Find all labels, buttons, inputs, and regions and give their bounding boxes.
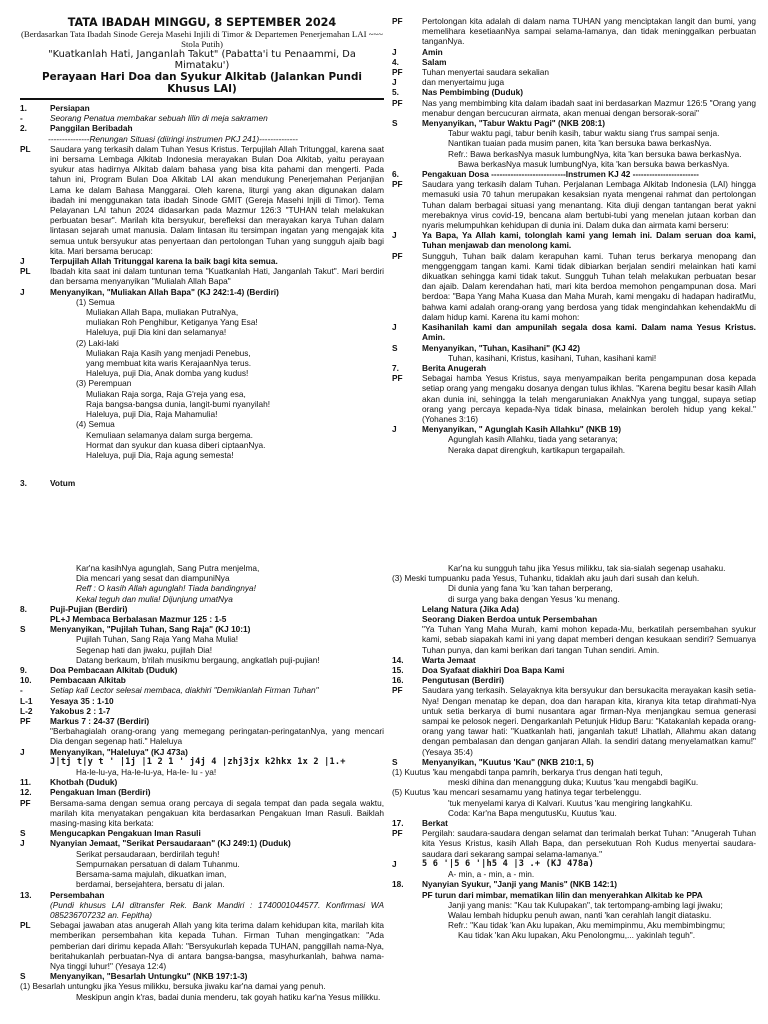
section-title: Berita Anugerah xyxy=(422,362,487,373)
bottom-right-column xyxy=(392,563,756,941)
liturgy-row xyxy=(20,696,384,706)
section-title: Khotbah (Duduk) xyxy=(50,777,118,788)
header-divider xyxy=(20,98,384,100)
liturgy-text: Sungguh, Tuhan baik dalam kerapuhan kami. Tuhan terus berkarya menopang dan menggenggam tangan kami. Kami tidak dibiarkan berjalan sendiri melainkan hati kami dikuatkan sehingga kami tidak takut. Sungguh Tuhan telah melakukan perbuatan besar dan ajaib. Dalam kerendahan hati, mari kita berdoa memohon pengampunan dosa. Mari berdoa: "Bapa Yang Maha Kuasa dan Maha Murah, kami mengaku di hadapan hadiratMu, bahwa kami adalah orang-orang yang berdosa yang tidak mengindahkan kehendakMu di dalam hidup kami. Karena itu kami mohon: xyxy=(422,250,756,322)
speaker-label: J xyxy=(392,322,397,333)
section-heading xyxy=(392,87,756,97)
speaker-label: PF xyxy=(392,97,403,108)
liturgy-text: Sebagai jawaban atas anugerah Allah yang kita terima dalam kehidupan kita, marilah kita memberikan persembahan kita kepada Tuhan. Firman Tuhan mengingatkan: "Ada pemberian dari dirimu kepada Allah: "Bersyukurlah kepada TUHAN, panggillah nama-Nya, beritahukanlah perbuatan-Nya di antara bangsa-bangsa, masyhurkanlah, bahwa nama-Nya tinggi luhur!" (Yesaya 12:4) xyxy=(50,920,384,971)
verse-line: meski dihina dan menanggung duka; Kuutus 'kau mengabdi bagiKu. xyxy=(448,777,699,788)
section-number: 5. xyxy=(392,87,399,98)
section-number: 1. xyxy=(20,103,27,113)
liturgy-row xyxy=(20,614,384,624)
speaker-label: PF xyxy=(392,67,403,78)
liturgy-text: Nas yang membimbing kita dalam ibadah saat ini berdasarkan Mazmur 126:5 "Orang yang menabur dengan bercucuran airmata, akan menuai dengan bersorak-sorai" xyxy=(422,97,756,118)
verse-line: Haleluya, puji Dia, Anak domba yang kudus! xyxy=(86,368,249,379)
liturgy-text: Mengucapkan Pengakuan Iman Rasuli xyxy=(50,828,201,839)
speaker-label: PL xyxy=(20,143,31,154)
liturgy-text: PL+J Membaca Berbalasan Mazmur 125 : 1-5 xyxy=(50,614,227,625)
motto: "Kuatkanlah Hati, Janganlah Takut" (Pabatta'i tu Penaammi, Da Mimataku') xyxy=(48,49,356,71)
verse-line: Muliakan Raja sorga, Raja G'reja yang esa, xyxy=(86,388,246,399)
verse-line: Haleluya, puji Dia, Raja agung semesta! xyxy=(86,449,234,460)
verse-line: Kau tidak 'kan Aku lupakan, Aku Penolongmu,... yakinlah teguh". xyxy=(458,930,695,941)
verse-line: Muliakan Allah Bapa, muliakan PutraNya, xyxy=(86,307,239,318)
liturgy-text: Menyanyikan, " Agunglah Kasih Allahku" (NKB 19) xyxy=(422,424,622,435)
spacer xyxy=(20,460,384,478)
notation-line xyxy=(392,859,756,869)
verse-line: (5) Kuutus 'kau mencari sesamamu yang hatinya tegar terbelenggu. xyxy=(392,787,642,798)
liturgy-text: "Ya Tuhan Yang Maha Murah, kami mohon kepada-Mu, berkatilah persembahan syukur kami, sebab siapakah kami ini yang dapat memberi dengan kesukaan sendiri? Semuanya Tuhan punya, dan kami berikan dari tangan Tuhan sendiri. Amin. xyxy=(422,624,756,655)
section-title: Pengakuan Dosa ---------------------------Instrumen KJ 42 ------------------------ xyxy=(422,169,699,180)
liturgy-row xyxy=(392,179,756,230)
section-heading xyxy=(20,665,384,675)
liturgy-row xyxy=(392,230,756,250)
page-title: TATA IBADAH MINGGU, 8 SEPTEMBER 2024 xyxy=(67,16,337,29)
section-title: Doa Pembacaan Alkitab (Duduk) xyxy=(50,665,178,676)
liturgy-text: Menyanyikan, "Tabur Waktu Pagi" (NKB 208:1) xyxy=(422,118,606,129)
verse-line: yang membuat kita waris KerajaanNya terus. xyxy=(86,358,252,369)
section-title: Puji-Pujian (Berdiri) xyxy=(50,603,128,614)
speaker-label: J xyxy=(20,286,25,297)
verse-line: Tuhan, kasihani, Kristus, kasihani, Tuhan, kasihani kami! xyxy=(448,352,657,363)
liturgy-text: "Berbahagialah orang-orang yang memegang peringatan-peringatanNya, yang mencari Dia dengan segenap hati." Haleluya xyxy=(50,726,384,747)
verse-line: (1) Semua xyxy=(76,296,115,307)
speaker-label: PF xyxy=(392,179,403,190)
liturgy-row xyxy=(392,118,756,128)
section-title: Pembacaan Alkitab xyxy=(50,675,126,686)
liturgy-text: Menyanyikan, "Tuhan, Kasihani" (KJ 42) xyxy=(422,342,581,353)
liturgy-row xyxy=(392,251,756,322)
liturgy-text: Menyanyikan, "Kuutus 'Kau" (NKB 210:1, 5) xyxy=(422,756,594,767)
section-heading xyxy=(392,655,756,665)
liturgy-row xyxy=(392,604,756,614)
liturgy-row xyxy=(392,322,756,342)
speaker-label xyxy=(20,726,46,746)
speaker-label: S xyxy=(392,756,398,767)
verse-line: Bersama-sama majulah, dikuatkan iman, xyxy=(76,869,227,880)
liturgy-text: Yakobus 2 : 1-7 xyxy=(50,705,111,716)
section-title: Salam xyxy=(422,56,447,67)
page-subtitle: (Berdasarkan Tata Ibadah Sinode Gereja Masehi Injili di Timor & Departemen Penerjemahan LAI ~~~ Stola Putih) xyxy=(20,29,384,49)
verse-line: Ha-le-lu-ya, Ha-le-lu-ya, Ha-le- lu - ya! xyxy=(76,767,217,778)
speaker-label: S xyxy=(20,624,26,635)
liturgy-row xyxy=(392,614,756,624)
section-title: Persiapan xyxy=(50,103,90,113)
liturgy-text: Lelang Natura (Jika Ada) xyxy=(422,603,519,614)
verse-line: di surga yang baka dengan Yesus 'ku menang. xyxy=(448,593,620,604)
speaker-label: J xyxy=(392,77,397,88)
verse-line: Agunglah kasih Allahku, tiada yang setaranya; xyxy=(448,434,618,445)
speaker-label xyxy=(20,614,46,624)
liturgy-text: Seorang Diaken Berdoa untuk Persembahan xyxy=(422,614,598,625)
verse-line: Coda: Kar'na Bapa mengutusKu, Kuutus 'kau. xyxy=(448,807,617,818)
section-number: 18. xyxy=(392,879,404,890)
section-number: 8. xyxy=(20,603,27,614)
speaker-label: J xyxy=(392,230,397,241)
verse-line: Tabur waktu pagi, tabur benih kasih, tabur waktu siang t'rus sampai senja. xyxy=(448,128,720,139)
liturgy-text: Saudara yang terkasih dalam Tuhan Yesus Kristus. Terpujilah Allah Tritunggal, karena saat ini bersama Lembaga Alkitab Indonesia merayakan Bulan Doa Alkitab, yaitu perayaan syukur atas hadirnya Alkitab dalam bahasa yang bisa kita pahami dan mengerti. Pada tahun ini, Program Bulan Doa Alkitab LAI akan mendukung Penerjemahan Perjanjian Lama ke dalam Bahasa Manggarai. Oleh karena, liturgi yang akan digunakan dalam ibadah ini menggunakan tata ibadah Sinode GMIT (Gereja Masehi Injili di Timor). Tema Pelayanan LAI tahun 2024 didasarkan pada Mazmur 126:3 "TUHAN telah melakukan perbuatan besar". Marilah kita bersyukur, berefleksi dan merayakan karya Tuhan dalam lintasan sejarah umat manusia. Dalam lintasan itu tersimpan ingatan yang mengajak kita semua untuk bersyukur atas penyertaan dan pertolongan Tuhan yang sungguh ajaib bagi kita. Mari bersama berucap: xyxy=(50,143,384,256)
verse-line: Walau lembah hidupku penuh awan, nanti 'kan cerahlah langit diatasku. xyxy=(448,909,712,920)
section-heading xyxy=(20,123,384,133)
section-number: 10. xyxy=(20,675,32,686)
liturgy-row xyxy=(392,685,756,756)
bottom-left-column xyxy=(20,563,384,1002)
verse-line: Hormat dan syukur dan kuasa diberi ciptaanNya. xyxy=(86,439,266,450)
section-number: 3. xyxy=(20,478,27,489)
verse-line: Segenap hati dan jiwaku, pujilah Dia! xyxy=(76,644,213,655)
liturgy-row xyxy=(20,144,384,256)
liturgy-text: dan menyertaimu juga xyxy=(422,77,505,88)
section-heading xyxy=(392,57,756,67)
verse-line: Sempurnakan persatuan di dalam Tuhanmu. xyxy=(76,858,240,869)
liturgy-text: Amin xyxy=(422,46,443,57)
verse-line: (2) Laki-laki xyxy=(76,337,119,348)
section-heading xyxy=(20,103,384,113)
verse-line: Nantikan tuaian pada musim panen, kita 'kan bersuka bawa berkasNya. xyxy=(448,138,712,149)
verse-line: Haleluya, puji Dia, Raja Mahamulia! xyxy=(86,409,218,420)
top-right-column xyxy=(392,16,756,455)
speaker-label: PL xyxy=(20,920,31,931)
speaker-label: PF xyxy=(392,685,403,696)
verse-line: (1) Besarlah untungku jika Yesus milikku, bersuka jiwaku kar'na damai yang penuh. xyxy=(20,981,326,992)
section-title: Doa Syafaat diakhiri Doa Bapa Kami xyxy=(422,665,565,676)
verse-line: 'tuk menyelami karya di Kalvari. Kuutus 'kau mengiring langkahKu. xyxy=(448,797,693,808)
liturgy-row xyxy=(20,706,384,716)
liturgy-row xyxy=(20,624,384,634)
speaker-label xyxy=(392,890,418,900)
verse-line: Kar'na ku sungguh tahu jika Yesus milikku, tak sia-sialah segenap usahaku. xyxy=(448,563,726,573)
liturgy-row xyxy=(392,424,756,434)
instruction-row xyxy=(20,113,384,123)
verse-line: Raja bangsa-bangsa dunia, langit-bumi nyanyilah! xyxy=(86,398,271,409)
speaker-label: - xyxy=(20,685,23,696)
liturgy-row xyxy=(20,287,384,297)
section-heading xyxy=(20,478,384,488)
speaker-label xyxy=(392,624,418,655)
liturgy-text: Setiap kali Lector selesai membaca, diakhiri "Demikianlah Firman Tuhan" xyxy=(50,685,319,696)
speaker-label: PF xyxy=(20,797,31,808)
verse-line: Janji yang manis: "Kau tak Kulupakan", tak tertompang-ambing lagi jiwaku; xyxy=(448,899,723,910)
speaker-label: PF xyxy=(392,250,403,261)
liturgy-row xyxy=(392,757,756,767)
liturgy-row xyxy=(20,256,384,266)
liturgy-text: Menyanyikan, "Haleluya" (KJ 473a) xyxy=(50,746,188,757)
verse-line: Di dunia yang fana 'ku 'kan tahan berperang, xyxy=(448,583,613,594)
speaker-label: J xyxy=(392,858,397,869)
verse-line: (4) Semua xyxy=(76,419,115,430)
liturgy-text: Kasihanilah kami dan ampunilah segala dosa kami. Dalam nama Yesus Kristus. Amin. xyxy=(422,322,756,343)
verse-line: Meskipun angin k'ras, badai dunia menderu, tak goyah hatiku kar'na Yesus milikku. xyxy=(76,991,381,1002)
speaker-label: S xyxy=(392,118,398,129)
verse-line: (3) Meski tumpuanku pada Yesus, Tuhanku, tidaklah aku jauh dari susah dan keluh. xyxy=(392,573,700,584)
speaker-label xyxy=(20,757,46,767)
verse-line: Refr.: Bawa berkasNya masuk lumbungNya, kita 'kan bersuka bawa berkasNya. xyxy=(448,148,742,159)
section-title: Nyanyian Syukur, "Janji yang Manis" (NKB 142:1) xyxy=(422,879,618,890)
section-title: Pengakuan Iman (Berdiri) xyxy=(50,787,151,798)
liturgy-row xyxy=(392,373,756,424)
speaker-label: PF xyxy=(392,828,403,839)
speaker-label xyxy=(392,614,418,624)
liturgy-text: Bersama-sama dengan semua orang percaya di segala tempat dan pada segala waktu, marilah kita menyatakan pengakuan kita berdasarkan Pengakuan Iman Rasuli. Baiklah masing-masing kita berkata: xyxy=(50,797,384,829)
verse-line: Kekal teguh dan mulia! Dijunjung umatNya xyxy=(76,593,233,604)
instruction-line: ---------------Renungan Situasi (diiringi instrumen PKJ 241)-------------- xyxy=(48,133,298,144)
section-number: 13. xyxy=(20,889,32,900)
section-number: 4. xyxy=(392,56,399,67)
music-notation: J|tj t|y t ' |1j |1 2 1 ' j4j 4 |zhj3jx k2hkx 1x 2 |1.+ xyxy=(50,756,346,767)
theme: Perayaan Hari Doa dan Syukur Alkitab (Jalankan Pundi Khusus LAI) xyxy=(42,71,362,95)
verse-line: Pujilah Tuhan, Sang Raja Yang Maha Mulia! xyxy=(76,634,239,645)
section-heading xyxy=(20,675,384,685)
section-title: Berkat xyxy=(422,818,448,829)
liturgy-text: Sebagai hamba Yesus Kristus, saya menyampaikan berita pengampunan dosa kepada setiap orang yang mengaku dosanya dengan tulus ikhlas. "Karena begitu besar kasih Allah akan dunia ini, sehingga Ia telah mengaruniakan AnakNya yang tunggal, supaya setiap orang yang percaya kepada-Nya tidak binasa, melainkan beroleh hidup yang kekal." (Yohanes 3:16) xyxy=(422,373,756,424)
verse-line: muliakan Roh Penghibur, Ketiganya Yang Esa! xyxy=(86,317,258,328)
liturgy-text: Saudara yang terkasih. Selayaknya kita bersyukur dan bersukacita merayakan kasih setia-Nya! Dengan menatap ke depan, doa dan harapan kita, kiranya kita tetap dirahmati-Nya untuk setia berkarya di bumi nusantara agar firman-Nya menjangkau semua generasi sampai ke pelosok negeri. Dengarkanlah Petunjuk Hidup Baru: "Katakanlah kepada orang-orang yang tawar hati: "Kuatkanlah hati, janganlah takut! Lihatlah, Allahmu akan datang dengan pembalasan dan dengan ganjaran Allah. Ia sendiri datang menyelamatkan kamu!" (Yesaya 35:4) xyxy=(422,685,756,757)
liturgy-text: Menyanyikan, "Pujilah Tuhan, Sang Raja" (KJ 10:1) xyxy=(50,624,251,635)
liturgy-text: PF turun dari mimbar, mematikan lilin dan menyerahkan Alkitab ke PPA xyxy=(422,889,703,900)
section-number: 7. xyxy=(392,362,399,373)
section-title: Nas Pembimbing (Duduk) xyxy=(422,87,523,98)
liturgy-text: Terpujilah Allah Tritunggal karena Ia baik bagi kita semua. xyxy=(50,256,278,267)
section-heading xyxy=(392,363,756,373)
section-number: 11. xyxy=(20,777,32,788)
liturgy-row xyxy=(20,971,384,981)
speaker-label: J xyxy=(20,746,25,757)
verse-line: Reff : O kasih Allah agunglah! Tiada bandingnya! xyxy=(76,583,256,594)
verse-line: Datang berkaum, b'rilah musikmu bergaung, angkatlah puji-pujian! xyxy=(76,654,320,665)
liturgy-row xyxy=(20,726,384,746)
section-heading xyxy=(392,169,756,179)
speaker-label: - xyxy=(20,113,23,124)
section-number: 6. xyxy=(392,169,399,180)
speaker-label: J xyxy=(20,256,25,267)
liturgy-row xyxy=(392,343,756,353)
verse-line: Dia mencari yang sesat dan diampuniNya xyxy=(76,573,230,584)
top-left-column xyxy=(20,16,384,488)
section-heading xyxy=(392,675,756,685)
speaker-label xyxy=(20,900,46,920)
speaker-label: PF xyxy=(392,16,403,26)
section-number: 9. xyxy=(20,665,27,676)
verse-line: (3) Perempuan xyxy=(76,378,132,389)
liturgy-row xyxy=(20,798,384,829)
liturgy-row xyxy=(20,828,384,838)
liturgy-text: Nyanyian Jemaat, "Serikat Persaudaraan" (KJ 249:1) (Duduk) xyxy=(50,838,291,849)
liturgy-text: Pergilah: saudara-saudara dengan selamat dan terimalah berkat Tuhan: "Anugerah Tuhan kita Yesus Kristus, kasih Allah Bapa, dan persekutuan Roh Kudus menyertai saudara-saudara dari sekarang sampai selama-lamanya." xyxy=(422,828,756,859)
liturgy-text: Seorang Penatua membakar sebuah lilin di meja sakramen xyxy=(50,113,268,124)
speaker-label xyxy=(392,604,418,614)
liturgy-row xyxy=(392,77,756,87)
liturgy-row xyxy=(20,266,384,286)
verse-line: (1) Kuutus 'kau mengabdi tanpa pamrih, berkarya t'rus dengan hati teguh, xyxy=(392,767,663,778)
notation-line xyxy=(20,757,384,767)
liturgy-row xyxy=(392,890,756,900)
speaker-label: J xyxy=(392,46,397,57)
liturgy-row xyxy=(20,838,384,848)
section-number: 16. xyxy=(392,675,404,686)
section-heading xyxy=(392,665,756,675)
instruction-row xyxy=(20,685,384,695)
verse-line: Kemuliaan selamanya dalam surga bergema. xyxy=(86,429,253,440)
verse-line: Muliakan Raja Kasih yang menjadi Penebus, xyxy=(86,347,251,358)
liturgy-row xyxy=(392,16,756,47)
liturgy-row xyxy=(392,624,756,655)
speaker-label: PF xyxy=(392,373,403,384)
liturgy-text: Markus 7 : 24-37 (Berdiri) xyxy=(50,716,150,727)
section-number: 14. xyxy=(392,654,404,665)
speaker-label: PL xyxy=(20,266,31,277)
liturgy-row xyxy=(392,47,756,57)
liturgy-row xyxy=(20,716,384,726)
verse-line: Serikat persaudaraan, berdirilah teguh! xyxy=(76,848,220,859)
liturgy-row xyxy=(20,920,384,971)
verse-line: A- min, a - min, a - min. xyxy=(448,869,535,880)
liturgy-row xyxy=(392,828,756,859)
section-title: Warta Jemaat xyxy=(422,654,476,665)
section-title: Persembahan xyxy=(50,889,105,900)
speaker-label: S xyxy=(20,828,26,839)
liturgy-text: Saudara yang terkasih dalam Tuhan. Perjalanan Lembaga Alkitab Indonesia (LAI) hingga memasuki usia 70 tahun merupakan kesaksian nyata mengenai rahmat dan pertolongan Tuhan dalam berbagai situasi yang menantang. Kita diuji dengan tantangan berat yakni merebaknya virus covid-19, bencana alam bertubi-tubi yang menelan jutaan korban dan nyaris melumpuhkan kehidupan di dunia ini. Dalam duka dan airmata kami berseru: xyxy=(422,179,756,231)
liturgy-text: (Pundi khusus LAI ditransfer Rek. Bank Mandiri : 1740001044577. Konfirmasi WA 085236707232 an. Fepitha) xyxy=(50,899,384,920)
liturgy-text: Tuhan menyertai saudara sekalian xyxy=(422,67,549,78)
liturgy-text: Pertolongan kita adalah di dalam nama TUHAN yang menciptakan langit dan bumi, yang memelihara kesetiaanNya sampai selama-lamanya, dan tidak meninggalkan perbuatan tanganNya. xyxy=(422,16,756,47)
section-number: 12. xyxy=(20,787,32,798)
speaker-label: L-1 xyxy=(20,695,33,706)
verse-line: Refr.: "Kau tidak 'kan Aku lupakan, Aku memimpinmu, Aku membimbingmu; xyxy=(448,920,726,931)
instruction-row xyxy=(20,900,384,920)
speaker-label: PF xyxy=(20,716,31,727)
liturgy-text: Menyanyikan, "Besarlah Untungku" (NKB 197:1-3) xyxy=(50,971,248,982)
section-heading xyxy=(20,604,384,614)
liturgy-text: Ibadah kita saat ini dalam tuntunan tema "Kuatkanlah Hati, Janganlah Takut". Mari berdiri dan bersama menyanyikan "Mulialah Allah Bapa" xyxy=(50,266,384,287)
music-notation: 5 6 '|5 6 '|h5 4 |3 .+ (KJ 478a) xyxy=(422,858,594,869)
speaker-label: S xyxy=(20,971,26,982)
section-number: 15. xyxy=(392,665,404,676)
liturgy-row xyxy=(392,67,756,77)
verse-line: Neraka dapat direngkuh, kartikapun tergapailah. xyxy=(448,444,626,455)
section-title: Votum xyxy=(50,478,76,489)
speaker-label: L-2 xyxy=(20,705,33,716)
section-title: Pengutusan (Berdiri) xyxy=(422,675,505,686)
liturgy-row xyxy=(392,98,756,118)
liturgy-text: Yesaya 35 : 1-10 xyxy=(50,695,114,706)
section-heading xyxy=(20,787,384,797)
speaker-label: J xyxy=(20,838,25,849)
section-heading xyxy=(392,818,756,828)
verse-line: berdamai, bersejahtera, bersatu di jalan. xyxy=(76,879,225,890)
verse-line: Haleluya, puji Dia kini dan selamanya! xyxy=(86,327,227,338)
section-title: Panggilan Beribadah xyxy=(50,123,133,134)
liturgy-text: Ya Bapa, Ya Allah kami, tolonglah kami yang lemah ini. Dalam seruan doa kami, Tuhan menjawab dan menolong kami. xyxy=(422,230,756,251)
verse-line: Bawa berkasNya masuk lumbungNya, kita 'kan bersuka bawa berkasNya. xyxy=(458,158,730,169)
section-heading xyxy=(20,777,384,787)
section-heading xyxy=(392,879,756,889)
speaker-label: J xyxy=(392,424,397,435)
section-number: 2. xyxy=(20,123,27,134)
section-heading xyxy=(20,890,384,900)
speaker-label: S xyxy=(392,342,398,353)
verse-line: Kar'na kasihNya agunglah, Sang Putra menjelma, xyxy=(76,563,260,573)
liturgy-text: Menyanyikan, "Muliakan Allah Bapa" (KJ 242:1-4) (Berdiri) xyxy=(50,286,279,297)
liturgy-row xyxy=(20,747,384,757)
section-number: 17. xyxy=(392,818,404,829)
